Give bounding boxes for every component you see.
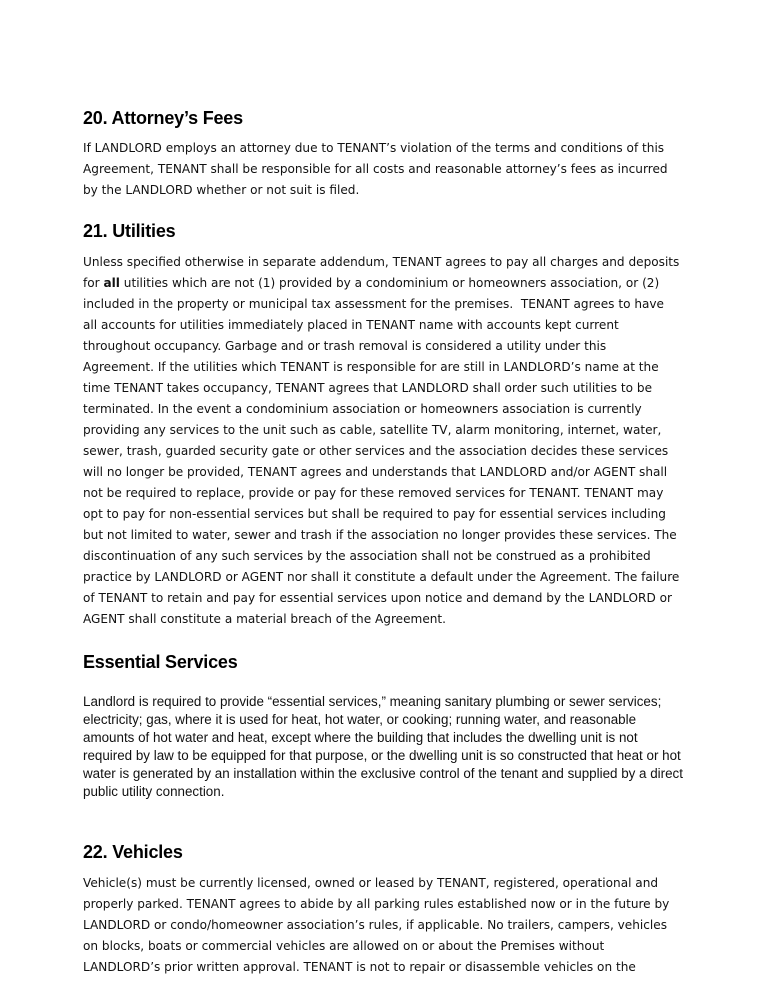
- heading-attorneys-fees: 20. Attorney’s Fees: [83, 108, 243, 128]
- heading-utilities: 21. Utilities: [83, 221, 176, 241]
- text-line: [83, 894, 669, 915]
- paragraph-vehicles: [83, 873, 669, 978]
- heading-vehicles: 22. Vehicles: [83, 842, 183, 862]
- text-line: [83, 609, 679, 630]
- text-segment: water is generated by an installation within the exclusive control of the tenant and supplied by a direct: [83, 766, 683, 781]
- text-segment: included in the property or municipal tax assessment for the premises. TENANT agrees to have: [83, 297, 664, 311]
- text-segment: providing any services to the unit such as cable, satellite TV, alarm monitoring, internet, water,: [83, 423, 662, 437]
- heading-essential-services: Essential Services: [83, 652, 238, 672]
- text-segment: sewer, trash, guarded security gate or other services and the association decides these services: [83, 444, 669, 458]
- text-line: [83, 336, 679, 357]
- text-line: [83, 693, 683, 711]
- text-segment: not be required to replace, provide or pay for these removed services for TENANT. TENANT may: [83, 486, 664, 500]
- text-segment: of TENANT to retain and pay for essential services upon notice and demand by the LANDLORD or: [83, 591, 672, 605]
- text-line: [83, 378, 679, 399]
- paragraph-utilities: [83, 252, 679, 630]
- text-segment: opt to pay for non-essential services but shall be required to pay for essential services including: [83, 507, 666, 521]
- text-segment: amounts of hot water and heat, except where the building that includes the dwelling unit is not: [83, 730, 638, 745]
- text-segment: terminated. In the event a condominium association or homeowners association is currently: [83, 402, 642, 416]
- paragraph-essential-services: [83, 693, 683, 801]
- text-segment: for: [83, 276, 104, 290]
- text-line: [83, 483, 679, 504]
- text-line: [83, 936, 669, 957]
- emphasis-text: all: [103, 276, 120, 290]
- text-segment: Landlord is required to provide “essential services,” meaning sanitary plumbing or sewer services;: [83, 694, 662, 709]
- text-segment: but not limited to water, sewer and trash if the association no longer provides these services. The: [83, 528, 677, 542]
- text-line: [83, 765, 683, 783]
- text-segment: by the LANDLORD whether or not suit is filed.: [83, 183, 360, 197]
- text-line: [83, 729, 683, 747]
- text-segment: properly parked. TENANT agrees to abide by all parking rules established now or in the future by: [83, 897, 670, 911]
- text-line: [83, 462, 679, 483]
- text-segment: practice by LANDLORD or AGENT nor shall it constitute a default under the Agreement. The failure: [83, 570, 680, 584]
- text-segment: LANDLORD or condo/homeowner association’s rules, if applicable. No trailers, campers, vehicles: [83, 918, 668, 932]
- text-segment: utilities which are not (1) provided by a condominium or homeowners association, or (2): [119, 276, 660, 290]
- text-segment: time TENANT takes occupancy, TENANT agrees that LANDLORD shall order such utilities to be: [83, 381, 653, 395]
- text-segment: electricity; gas, where it is used for heat, hot water, or cooking; running water, and reasonable: [83, 712, 637, 727]
- text-line: [83, 711, 683, 729]
- text-line: [83, 915, 669, 936]
- text-segment: on blocks, boats or commercial vehicles are allowed on or about the Premises without: [83, 939, 605, 953]
- text-segment: AGENT shall constitute a material breach of the Agreement.: [83, 612, 447, 626]
- text-line: [83, 525, 679, 546]
- text-segment: throughout occupancy. Garbage and or trash removal is considered a utility under this: [83, 339, 607, 353]
- paragraph-attorneys-fees: [83, 138, 668, 201]
- text-line: [83, 159, 668, 180]
- text-line: [83, 357, 679, 378]
- text-line: [83, 441, 679, 462]
- text-line: [83, 294, 679, 315]
- text-line: [83, 747, 683, 765]
- text-line: [83, 873, 669, 894]
- text-line: [83, 273, 679, 294]
- text-segment: Agreement. If the utilities which TENANT is responsible for are still in LANDLORD’s name at the: [83, 360, 659, 374]
- text-line: [83, 546, 679, 567]
- text-segment: public utility connection.: [83, 784, 225, 799]
- text-segment: Vehicle(s) must be currently licensed, owned or leased by TENANT, registered, operational and: [83, 876, 659, 890]
- text-segment: will no longer be provided, TENANT agrees and understands that LANDLORD and/or AGENT shall: [83, 465, 668, 479]
- text-line: [83, 567, 679, 588]
- text-line: [83, 399, 679, 420]
- text-segment: If LANDLORD employs an attorney due to TENANT’s violation of the terms and conditions of this: [83, 141, 665, 155]
- text-line: [83, 957, 669, 978]
- text-line: [83, 420, 679, 441]
- text-segment: required by law to be equipped for that purpose, or the dwelling unit is so constructed that heat or hot: [83, 748, 681, 763]
- text-line: [83, 138, 668, 159]
- text-line: [83, 588, 679, 609]
- text-line: [83, 180, 668, 201]
- text-line: [83, 315, 679, 336]
- text-line: [83, 783, 683, 801]
- text-segment: all accounts for utilities immediately placed in TENANT name with accounts kept current: [83, 318, 619, 332]
- text-line: [83, 504, 679, 525]
- text-segment: discontinuation of any such services by the association shall not be construed as a prohibited: [83, 549, 651, 563]
- text-segment: LANDLORD’s prior written approval. TENANT is not to repair or disassemble vehicles on the: [83, 960, 636, 974]
- text-segment: Unless specified otherwise in separate addendum, TENANT agrees to pay all charges and deposits: [83, 255, 680, 269]
- text-segment: Agreement, TENANT shall be responsible for all costs and reasonable attorney’s fees as incurred: [83, 162, 668, 176]
- text-line: [83, 252, 679, 273]
